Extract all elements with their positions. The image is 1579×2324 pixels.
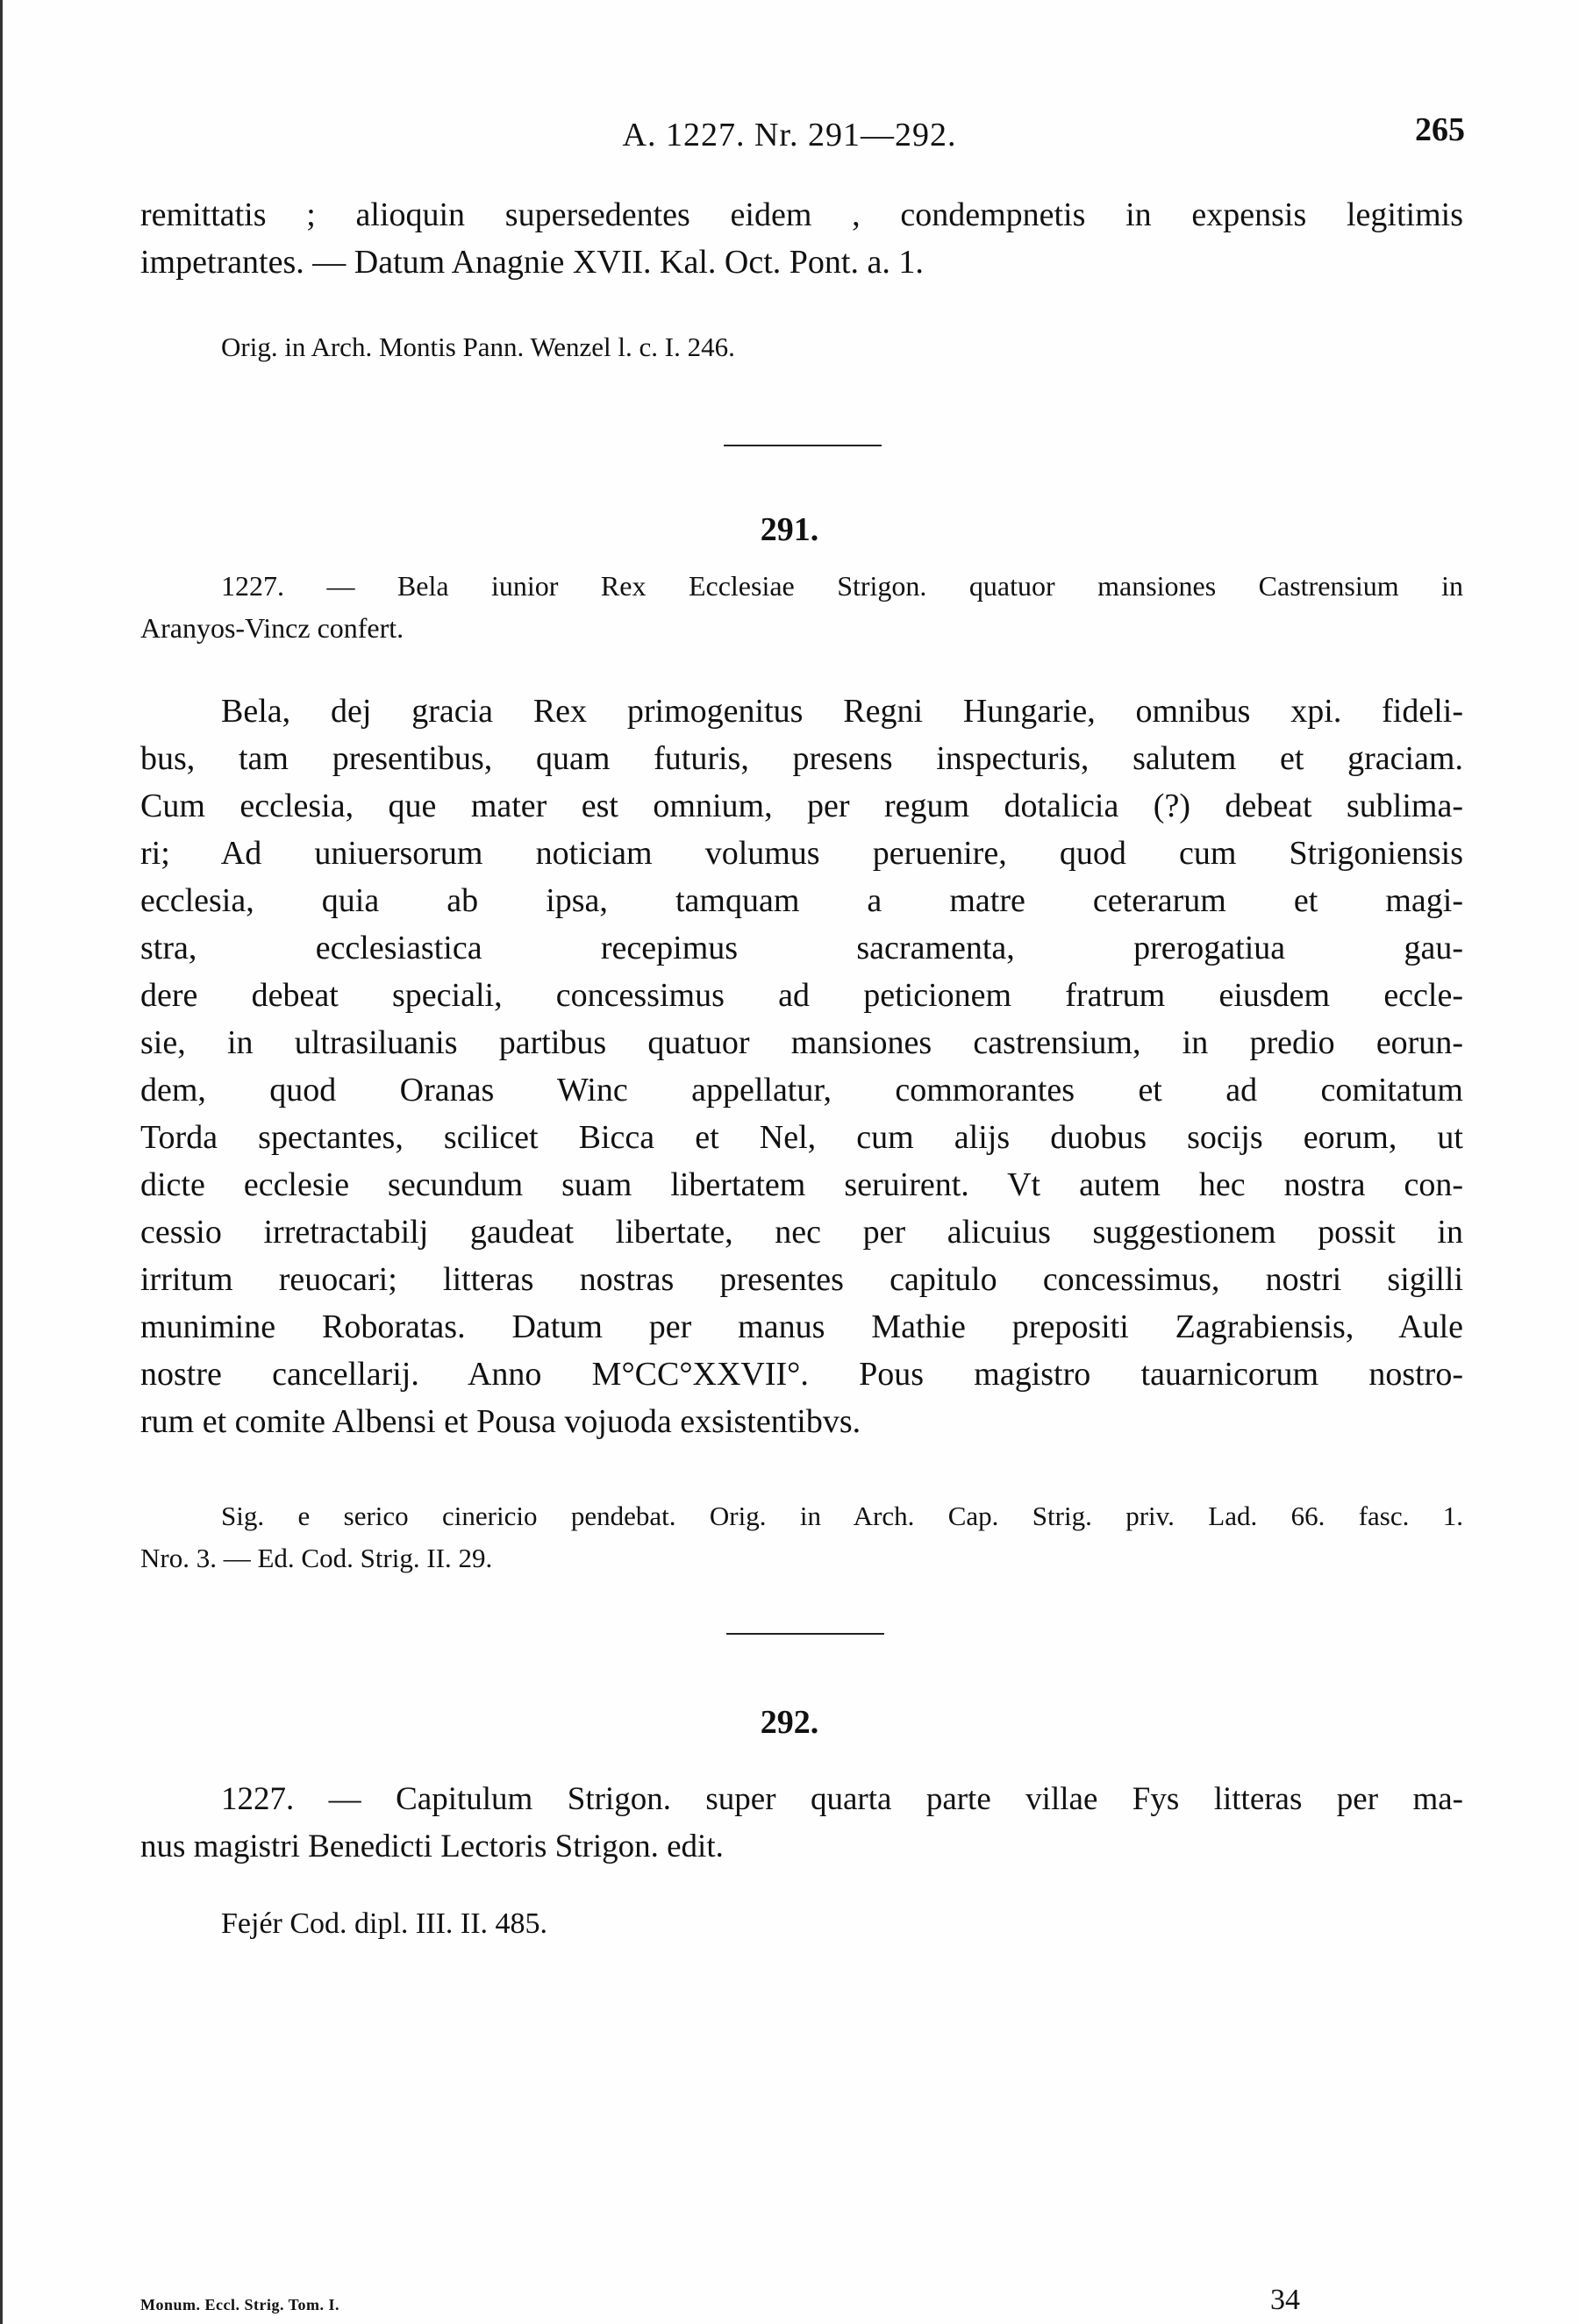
source-note-line: Sig. e serico cinericio pendebat. Orig. in Arch. Cap. Strig. priv. Lad. 66. fasc. 1. <box>221 1501 1463 1531</box>
text-line: bus, tam presentibus, quam futuris, presens inspecturis, salutem et graciam. <box>140 740 1463 777</box>
regest-line: 1227. — Bela iunior Rex Ecclesiae Strigon. quatuor mansiones Castrensium in <box>221 570 1463 602</box>
text-line: dere debeat speciali, concessimus ad peticionem fratrum eiusdem eccle- <box>140 977 1463 1014</box>
document-number-292: 292. <box>760 1704 819 1741</box>
section-divider <box>726 1633 884 1635</box>
document-292-regest <box>140 1776 1463 1871</box>
text-line: cessio irretractabilj gaudeat libertate, nec per alicuius suggestionem possit in <box>140 1214 1463 1251</box>
source-note-line: Fejér Cod. dipl. III. II. 485. <box>221 1907 548 1940</box>
text-line: Torda spectantes, scilicet Bicca et Nel, cum alijs duobus socijs eorum, ut <box>140 1119 1463 1156</box>
source-note-line: Nro. 3. — Ed. Cod. Strig. II. 29. <box>140 1543 493 1573</box>
page-left-edge <box>0 0 3 2324</box>
text-line: Bela, dej gracia Rex primogenitus Regni Hungarie, omnibus xpi. fideli- <box>221 693 1463 730</box>
text-line: ri; Ad uniuersorum noticiam volumus peruenire, quod cum Strigoniensis <box>140 835 1463 872</box>
printer-signature: Monum. Eccl. Strig. Tom. I. <box>140 2296 340 2313</box>
document-292-source-note <box>140 1903 1463 1945</box>
text-line: dem, quod Oranas Winc appellatur, commorantes et ad comitatum <box>140 1072 1463 1109</box>
document-291-regest <box>140 565 1463 649</box>
text-line: irritum reuocari; litteras nostras presentes capitulo concessimus, nostri sigilli <box>140 1261 1463 1298</box>
text-line: stra, ecclesiastica recepimus sacramenta, prerogatiua gau- <box>140 930 1463 966</box>
text-line: dicte ecclesie secundum suam libertatem seruirent. Vt autem hec nostra con- <box>140 1166 1463 1203</box>
page-number: 265 <box>1415 111 1465 148</box>
text-line: rum et comite Albensi et Pousa vojuoda exsistentibvs. <box>140 1403 861 1440</box>
sheet-number: 34 <box>1270 2284 1300 2316</box>
text-line: impetrantes. — Datum Anagnie XVII. Kal. Oct. Pont. a. 1. <box>140 244 924 281</box>
text-line: remittatis ; alioquin supersedentes eidem , condempnetis in expensis legitimis <box>140 196 1463 233</box>
previous-document-tail <box>140 191 1463 286</box>
text-line: ecclesia, quia ab ipsa, tamquam a matre ceterarum et magi- <box>140 882 1463 919</box>
section-divider <box>724 445 882 446</box>
document-291-source-note <box>140 1495 1463 1579</box>
document-number-291: 291. <box>760 511 819 548</box>
regest-line: Aranyos-Vincz confert. <box>140 612 404 644</box>
document-291-text <box>140 688 1463 1445</box>
running-title: A. 1227. Nr. 291—292. <box>622 117 957 153</box>
previous-document-source-note <box>140 326 1463 368</box>
text-line: Cum ecclesia, que mater est omnium, per regum dotalicia (?) debeat sublima- <box>140 788 1463 824</box>
text-line: nostre cancellarij. Anno M°CC°XXVII°. Pous magistro tauarnicorum nostro- <box>140 1356 1463 1393</box>
regest-line: nus magistri Benedicti Lectoris Strigon. edit. <box>140 1829 724 1864</box>
source-note-line: Orig. in Arch. Montis Pann. Wenzel l. c. I. 246. <box>221 331 735 362</box>
text-line: munimine Roboratas. Datum per manus Mathie prepositi Zagrabiensis, Aule <box>140 1308 1463 1345</box>
text-line: sie, in ultrasiluanis partibus quatuor mansiones castrensium, in predio eorun- <box>140 1024 1463 1061</box>
regest-line: 1227. — Capitulum Strigon. super quarta parte villae Fys litteras per ma- <box>221 1781 1463 1817</box>
